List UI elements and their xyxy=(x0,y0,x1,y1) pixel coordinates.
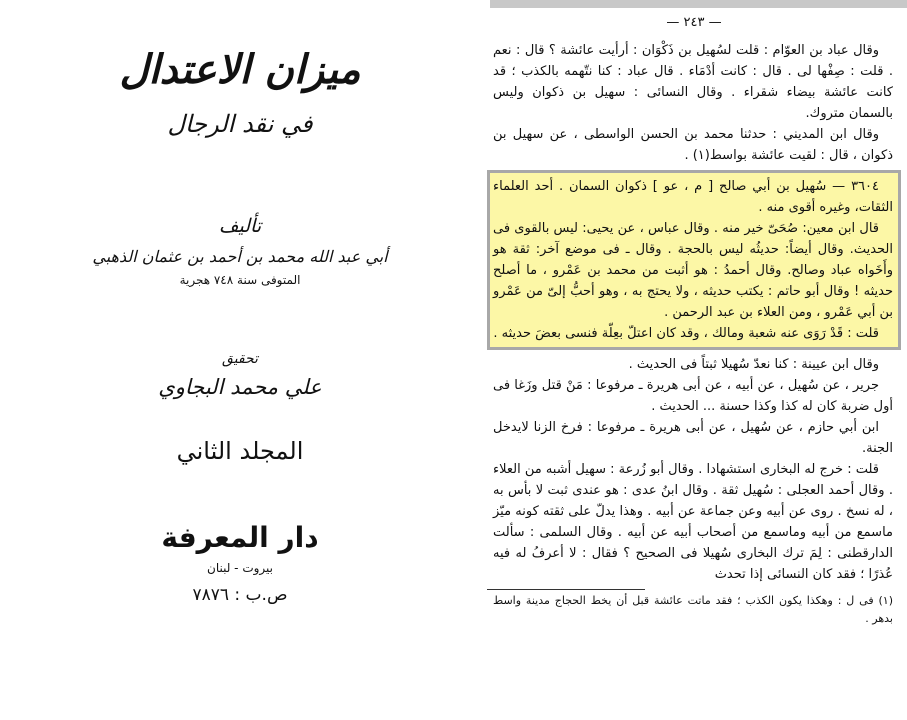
volume-label: المجلد الثاني xyxy=(176,437,304,465)
author-name: أبي عبد الله محمد بن أحمد بن عثمان الذهبي xyxy=(92,246,388,266)
paragraph: قلت : خرج له البخارى استشهادا . وقال أبو زُرعة : سهيل أشبه من العلاء . وقال أحمد العجلى : سُهيل ثقة . وقال ابنُ عدى : هو عندى ثبت لا بأس به ، له نسخ . روى عن أبيه وعن جماعة عن أبيه . وهذا يدلّ على ثقته كونه ميّز ماسمع من أبيه وماسمع من أصحاب أبيه عن أبيه . وقال السلمى : سألت الدارقطنى : لِمَ ترك البخارى سُهيلا فى الصحيح ؟ فقال : لا أعرفُ له فيه عُذرًا ؛ فقد كان النسائى إذا تحدث xyxy=(493,462,893,582)
highlighted-entry xyxy=(487,170,901,350)
paragraph: قال ابن معين: صُحَىّ خير منه . وقال عباس ، عن يحيى: ليس بالقوى فى الحديث. وقال أيضاً: حديثُه ليس بالحجة . وقال ـ فى موضع آخر: ثقة هو وأَخَواه عباد وصالح. وقال أحمدُ : هو أثبت من محمد بن عَمْرو ، ما أصلح حديثه ! وقال أبو حاتم : يكتب حديثه ، ولا يحتج به ، وهو أحبُّ إلىّ من عَمْرو بن أبي عَمْرو ، ومن العلاء بن عبد الرحمن . xyxy=(493,221,893,320)
editor-label: تحقيق xyxy=(222,350,258,367)
editor-name: علي محمد البجاوي xyxy=(158,374,322,399)
paragraph: جرير ، عن سُهيل ، عن أبيه ، عن أبى هريرة ـ مرفوعا : مَنْ قتل وزَغا فى أول ضربة كان له كذا وكذا حسنة ... الحديث . xyxy=(493,378,893,414)
paragraph: قلت : قَدْ رَوَى عنه شعبة ومالك ، وقد كان اعتلّ بعِلّة فنسى بعضَ حديثه . xyxy=(493,326,879,341)
text-page xyxy=(487,8,901,628)
paragraph: ابن أبي حازم ، عن سُهيل ، عن أبى هريرة ـ مرفوعا : فرخ الزنا لايدخل الجنة. xyxy=(493,420,893,456)
paragraph: وقال ابن عيينة : كنا نعدّ سُهيلا ثبتاً فى الحديث . xyxy=(628,357,879,372)
authored-label: تأليف xyxy=(218,215,262,237)
title-page xyxy=(0,40,480,609)
top-scrollbar-strip xyxy=(490,0,907,8)
book-title: ميزان الاعتدال xyxy=(119,47,361,93)
paragraphs-after xyxy=(487,354,901,585)
po-box: ص.ب : ٧٨٧٦ xyxy=(192,585,288,605)
death-note: المتوفى سنة ٧٤٨ هجرية xyxy=(179,272,301,287)
paragraph: وقال ابن المديني : حدثنا محمد بن الحسن الواسطى ، عن سهيل بن ذكوان ، قال : لقيت عائشة بواسط(١) . xyxy=(493,127,893,163)
page-number: — ٢٤٣ — xyxy=(666,15,722,30)
publisher-logo: دار المعرفة xyxy=(161,521,319,554)
footnote: (١) فى ل : وهكذا يكون الكذب ؛ فقد ماتت عائشة قبل أن يخط الحجاج مدينة واسط بدهر . xyxy=(493,594,893,625)
paragraphs-before xyxy=(487,40,901,166)
entry-heading: ٣٦٠٤ — سُهيل بن أبي صالح [ م ، عو ] ذكوان السمان . أحد العلماء الثقات، وغيره أقوى منه . xyxy=(493,179,893,215)
footnote-divider xyxy=(487,589,645,590)
paragraph: وقال عباد بن العوّام : قلت لسُهيل بن ذَكْوَان : أرأيت عائشة ؟ قال : نعم . قلت : صِفْها لى . قال : كانت أدْمَاء . قال عباد : كنا نتّهمه بالكذب ؛ قد كانت عائشة بيضاء شقراء . وقال النسائى : سهيل بن ذكوان وليس بالسمان متروك. xyxy=(493,43,893,121)
book-subtitle: في نقد الرجال xyxy=(167,110,313,138)
publisher-city: بيروت - لبنان xyxy=(207,561,273,575)
